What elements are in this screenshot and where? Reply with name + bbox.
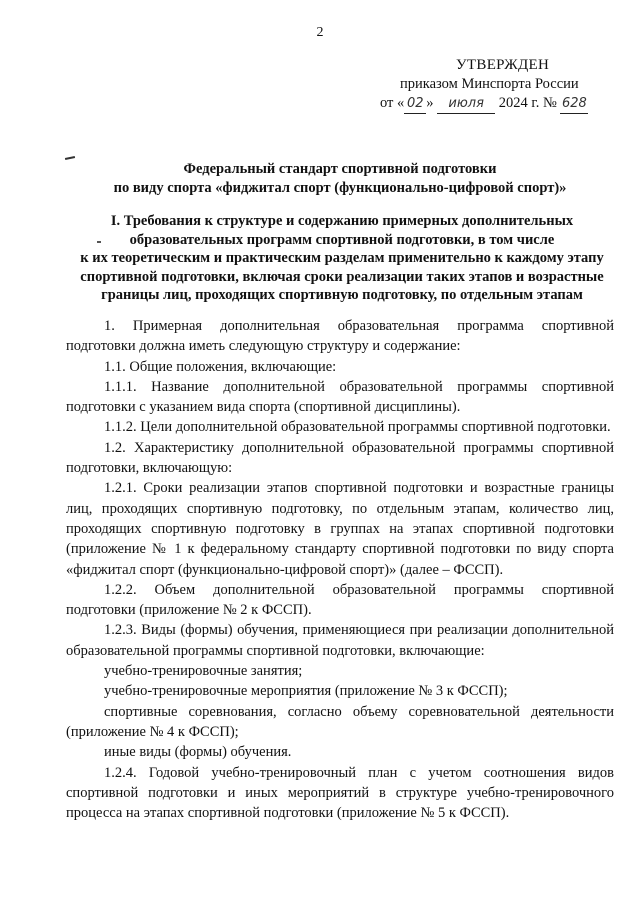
paragraph: 1.1. Общие положения, включающие: bbox=[104, 358, 337, 375]
paragraph: 1.2.1. Сроки реализации этапов спортивной подготовки и возрастные границы лиц, проходящих спортивную подготовку, по отдельным этапам, количество лиц, проходящих спортивную подготовку в группах на этапах спортивной подготовки (приложение № 1 к федеральному стандарту спортивной подготовки по виду спорта «фиджитал спорт (функционально-цифровой спорт)» (далее – ФССП). bbox=[66, 480, 614, 578]
handwritten-month: июля bbox=[437, 94, 495, 114]
approved-label: УТВЕРЖДЕН bbox=[456, 57, 550, 73]
approval-block bbox=[378, 56, 618, 114]
date-close-quote: » bbox=[426, 95, 434, 111]
order-date-line bbox=[380, 94, 618, 114]
paragraph: 1.1.1. Название дополнительной образовательной программы спортивной подготовки с указанием вида спорта (спортивной дисциплины). bbox=[66, 378, 614, 416]
section-heading-line: границы лиц, проходящих спортивную подготовку, по отдельным этапам bbox=[101, 287, 583, 304]
paragraph: 1.2.2. Объем дополнительной образовательной программы спортивной подготовки (приложение № 2 к ФССП). bbox=[66, 581, 614, 619]
section-heading-line: I. Требования к структуре и содержанию примерных дополнительных bbox=[110, 213, 574, 229]
paragraph: 1.2.4. Годовой учебно-тренировочный план с учетом соотношения видов спортивной подготовки и иных мероприятий в структуре учебно-тренировочного процесса на этапах спортивной подготовки (приложение № 5 к ФССП). bbox=[66, 764, 614, 822]
paragraph: 1.2. Характеристику дополнительной образовательной программы спортивной подготовки, включающую: bbox=[66, 439, 614, 477]
paragraph: 1.1.2. Цели дополнительной образовательной программы спортивной подготовки. bbox=[104, 419, 611, 436]
section-heading bbox=[64, 212, 620, 305]
list-item: учебно-тренировочные занятия; bbox=[104, 663, 303, 680]
paragraph: 1.2.3. Виды (формы) обучения, применяющиеся при реализации дополнительной образовательной программы спортивной подготовки, включающие: bbox=[66, 622, 614, 659]
section-heading-line: спортивной подготовки, включая сроки реализации таких этапов и возрастные bbox=[80, 268, 604, 285]
document-title bbox=[60, 160, 620, 198]
section-heading-line: образовательных программ спортивной подготовки, в том числе bbox=[129, 231, 555, 248]
handwritten-day: 02 bbox=[404, 94, 426, 114]
list-item: спортивные соревнования, согласно объему соревновательной деятельности (приложение № 4 к ФССП); bbox=[66, 703, 614, 740]
section-heading-line: к их теоретическим и практическим разделам применительно к каждому этапу bbox=[80, 250, 604, 267]
order-label: приказом Минспорта России bbox=[400, 76, 579, 92]
paragraph: 1. Примерная дополнительная образовательная программа спортивной подготовки должна иметь следующую структуру и содержание: bbox=[66, 318, 614, 355]
list-item: учебно-тренировочные мероприятия (приложение № 3 к ФССП); bbox=[104, 683, 508, 700]
body-text bbox=[66, 316, 614, 823]
year-and-number-label: 2024 г. № bbox=[498, 95, 557, 111]
list-item: иные виды (формы) обучения. bbox=[104, 744, 292, 761]
date-prefix: от « bbox=[380, 95, 405, 111]
title-line: Федеральный стандарт спортивной подготовки bbox=[183, 161, 497, 177]
title-line: по виду спорта «фиджитал спорт (функционально-цифровой спорт)» bbox=[113, 180, 567, 196]
page-number: 2 bbox=[316, 25, 324, 40]
handwritten-order-number: 628 bbox=[560, 94, 588, 114]
